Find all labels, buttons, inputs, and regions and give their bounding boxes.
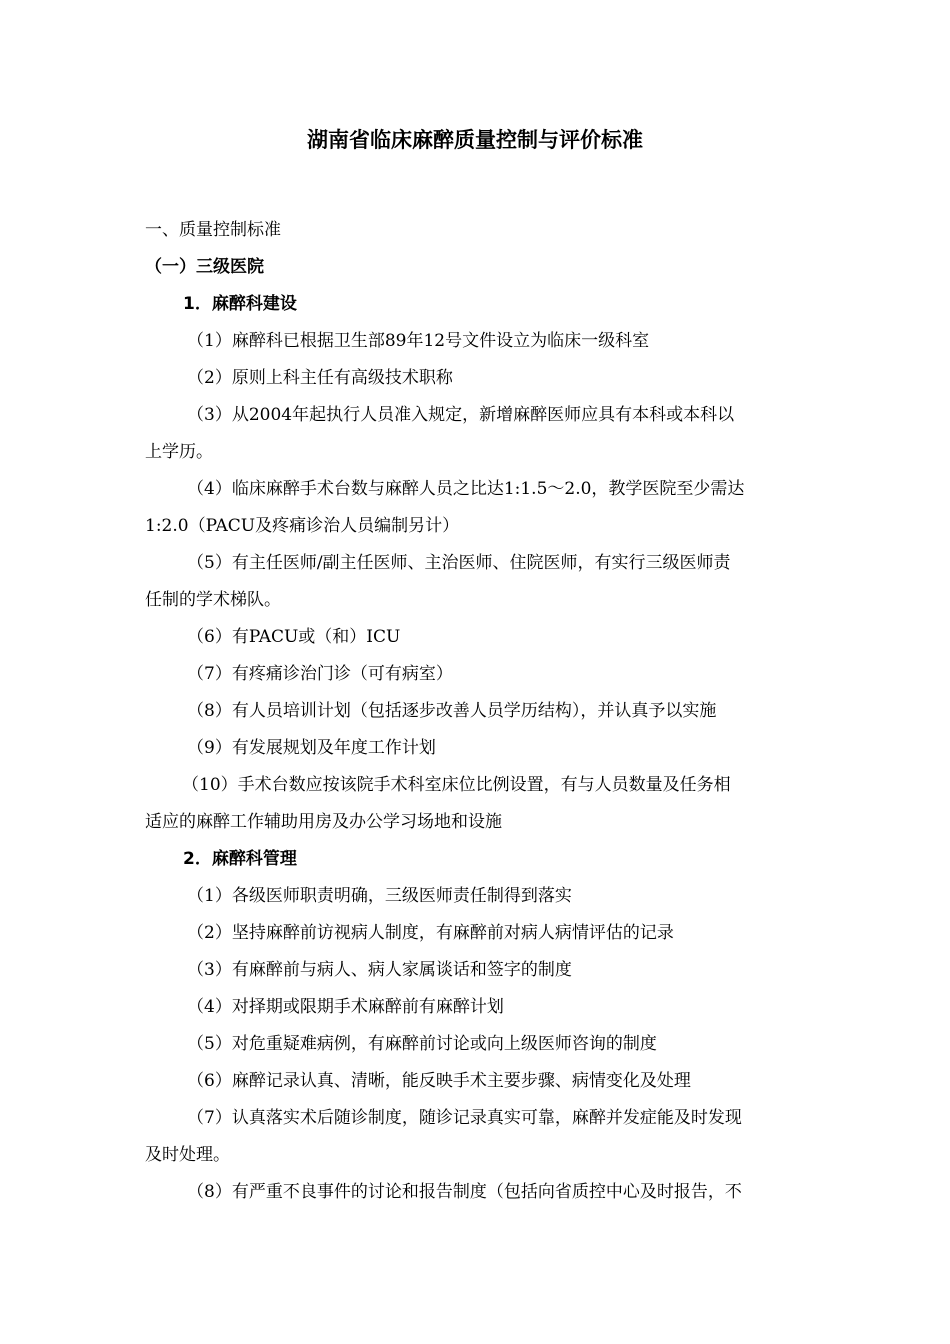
document-title: 湖南省临床麻醉质量控制与评价标准 xyxy=(307,128,643,152)
paragraph-line: （3）有麻醉前与病人、病人家属谈话和签字的制度 xyxy=(187,960,572,980)
part-heading-management: 2．麻醉科管理 xyxy=(183,849,297,869)
paragraph-line: （3）从2004年起执行人员准入规定，新增麻醉医师应具有本科或本科以 xyxy=(187,405,735,425)
paragraph-line: 适应的麻醉工作辅助用房及办公学习场地和设施 xyxy=(145,812,502,832)
paragraph-line: （8）有严重不良事件的讨论和报告制度（包括向省质控中心及时报告，不 xyxy=(187,1182,742,1202)
subsection-heading: （一）三级医院 xyxy=(145,257,264,277)
paragraph-line: （6）有PACU或（和）ICU xyxy=(187,627,401,647)
paragraph-line: 及时处理。 xyxy=(145,1145,230,1165)
paragraph-line: （9）有发展规划及年度工作计划 xyxy=(187,738,436,758)
part-management-items xyxy=(145,878,807,1211)
part-heading-construction: 1．麻醉科建设 xyxy=(183,294,297,314)
paragraph-line: （5）有主任医师/副主任医师、主治医师、住院医师，有实行三级医师责 xyxy=(187,553,731,573)
paragraph-line: （2）坚持麻醉前访视病人制度，有麻醉前对病人病情评估的记录 xyxy=(187,923,674,943)
paragraph-line: （1）麻醉科已根据卫生部89年12号文件设立为临床一级科室 xyxy=(187,331,650,351)
paragraph-line: （5）对危重疑难病例，有麻醉前讨论或向上级医师咨询的制度 xyxy=(187,1034,657,1054)
paragraph-line: （4）对择期或限期手术麻醉前有麻醉计划 xyxy=(187,997,504,1017)
paragraph-line: 1:2.0（PACU及疼痛诊治人员编制另计） xyxy=(145,516,460,536)
paragraph-line: （7）有疼痛诊治门诊（可有病室） xyxy=(187,664,453,684)
paragraph-line: （6）麻醉记录认真、清晰，能反映手术主要步骤、病情变化及处理 xyxy=(187,1071,691,1091)
document-body xyxy=(145,212,807,1211)
part-construction-items xyxy=(145,323,807,841)
paragraph-line: （8）有人员培训计划（包括逐步改善人员学历结构），并认真予以实施 xyxy=(187,701,717,721)
paragraph-line: （7）认真落实术后随诊制度，随诊记录真实可靠，麻醉并发症能及时发现 xyxy=(187,1108,742,1128)
paragraph-line: （2）原则上科主任有高级技术职称 xyxy=(187,368,453,388)
section-heading: 一、质量控制标准 xyxy=(145,220,281,240)
paragraph-line: 上学历。 xyxy=(145,442,213,462)
paragraph-line: （1）各级医师职责明确，三级医师责任制得到落实 xyxy=(187,886,572,906)
paragraph-line: （4）临床麻醉手术台数与麻醉人员之比达1:1.5～2.0，教学医院至少需达 xyxy=(187,479,745,499)
paragraph-line: 任制的学术梯队。 xyxy=(145,590,281,610)
paragraph-line: （10）手术台数应按该院手术科室床位比例设置，有与人员数量及任务相 xyxy=(182,775,731,795)
